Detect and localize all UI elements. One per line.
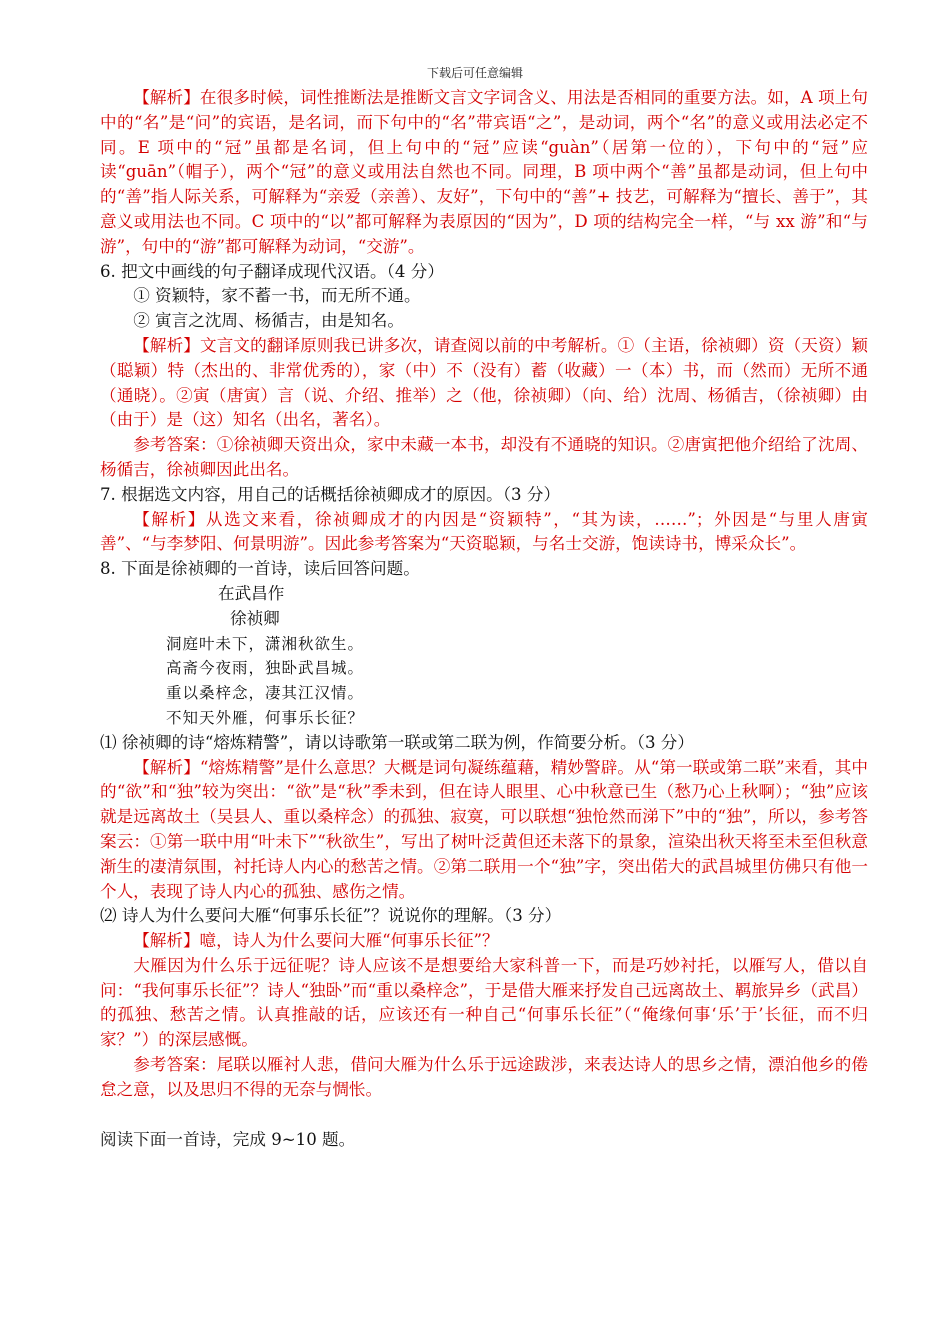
poem-author: 徐祯卿 (230, 608, 280, 628)
q8-question: 8. 下面是徐祯卿的一首诗，读后回答问题。 (100, 559, 420, 579)
q7-question: 7. 根据选文内容，用自己的话概括徐祯卿成才的原因。（3 分） (100, 484, 561, 504)
poem-line: 重以桑梓念，凄其江汉情。 (166, 684, 365, 703)
next-section-instruction: 阅读下面一首诗，完成 9~10 题。 (100, 1129, 356, 1149)
document-body (100, 86, 868, 1152)
q6-answer: 参考答案：①徐祯卿天资出众，家中未藏一本书，却没有不通晓的知识。②唐寅把他介绍给了沈周、杨循吉，徐祯卿因此出名。 (100, 435, 868, 479)
q8-sub1-question: ⑴ 徐祯卿的诗“熔炼精警”，请以诗歌第一联或第二联为例，作简要分析。（3 分） (100, 732, 694, 752)
poem-title: 在武昌作 (218, 583, 285, 603)
q8-sub2-answer: 参考答案：尾联以雁衬人悲，借问大雁为什么乐于远途跋涉，来表达诗人的思乡之情，漂泊他乡的倦怠之意，以及思归不得的无奈与惆怅。 (100, 1055, 868, 1099)
q6-analysis: 【解析】文言文的翻译原则我已讲多次，请查阅以前的中考解析。①（主语，徐祯卿）资（天资）颖（聪颖）特（杰出的、非常优秀的），家（中）不（没有）蓄（收藏）一（本）书，而（然而）无所不通（通晓）。②寅（唐寅）言（说、介绍、推举）之（他，徐祯卿）（向、给）沈周、杨循吉，（徐祯卿）由（由于）是（这）知名（出名，著名）。 (100, 335, 868, 430)
poem-line: 高斋今夜雨，独卧武昌城。 (166, 659, 365, 678)
page-header: 下载后可任意编辑 (426, 66, 523, 80)
q6-question: 6. 把文中画线的句子翻译成现代汉语。（4 分） (100, 261, 444, 281)
q5-analysis: 【解析】在很多时候，词性推断法是推断文言文字词含义、用法是否相同的重要方法。如，A 项上句中的“名”是“问”的宾语，是名词，而下句中的“名”带宾语“之”，是动词，两个“名”的意义或用法必定不同。E 项中的“冠”虽都是名词，但上句中的“冠”应读“guàn”（居第一位的），下句中的“冠”应读“guān”（帽子），两个“冠”的意义或用法自然也不同。同理，B 项中两个“善”虽都是动词，但上句中的“善”指人际关系，可解释为“亲爱（亲善）、友好”，下句中的“善”+ 技艺，可解释为“擅长、善于”，其意义或用法也不同。C 项中的“以”都可解释为表原因的“因为”，D 项的结构完全一样，“与 xx 游”和“与游”，句中的“游”都可解释为动词，“交游”。 (100, 88, 868, 256)
poem-line: 洞庭叶未下，潇湘秋欲生。 (166, 634, 365, 653)
q6-item-2: ② 寅言之沈周、杨循吉，由是知名。 (133, 311, 404, 331)
q6-item-1: ① 资颖特，家不蓄一书，而无所不通。 (133, 286, 421, 306)
q8-sub2-question: ⑵ 诗人为什么要问大雁“何事乐长征”？说说你的理解。（3 分） (100, 906, 562, 926)
q8-sub2-analysis-head: 【解析】噫，诗人为什么要问大雁“何事乐长征”？ (133, 931, 499, 951)
q8-sub1-analysis: 【解析】“熔炼精警”是什么意思？大概是词句凝练蕴藉，精妙警辟。从“第一联或第二联”来看，其中的“欲”和“独”较为突出：“欲”是“秋”季未到，但在诗人眼里、心中秋意已生（愁乃心上秋啊）；“独”应该就是远离故土（吴县人、重以桑梓念）的孤独、寂寞，可以联想“独怆然而涕下”中的“独”，所以，参考答案云：①第一联中用“叶未下”“秋欲生”，写出了树叶泛黄但还未落下的景象，渲染出秋天将至未至但秋意渐生的凄清氛围，衬托诗人内心的愁苦之情。②第二联用一个“独”字，突出偌大的武昌城里仿佛只有他一个人，表现了诗人内心的孤独、感伤之情。 (100, 757, 868, 901)
section-gap (100, 1103, 868, 1128)
q7-analysis: 【解析】从选文来看，徐祯卿成才的内因是“资颖特”，“其为读，……”；外因是“与里人唐寅善”、“与李梦阳、何景明游”。因此参考答案为“天资聪颖，与名士交游，饱读诗书，博采众长”。 (100, 509, 868, 554)
q8-sub2-analysis-body: 大雁因为什么乐于远征呢？诗人应该不是想要给大家科普一下，而是巧妙衬托，以雁写人，借以自问：“我何事乐长征”？诗人“独卧”而“重以桑梓念”，于是借大雁来抒发自己远离故土、羁旅异乡（武昌）的孤独、愁苦之情。认真推敲的话，应该还有一种自己“何事乐长征”（“俺缘何事‘乐’于’长征，而不归家？”）的深层感慨。 (100, 955, 868, 1050)
poem-line: 不知天外雁，何事乐长征？ (166, 708, 365, 727)
